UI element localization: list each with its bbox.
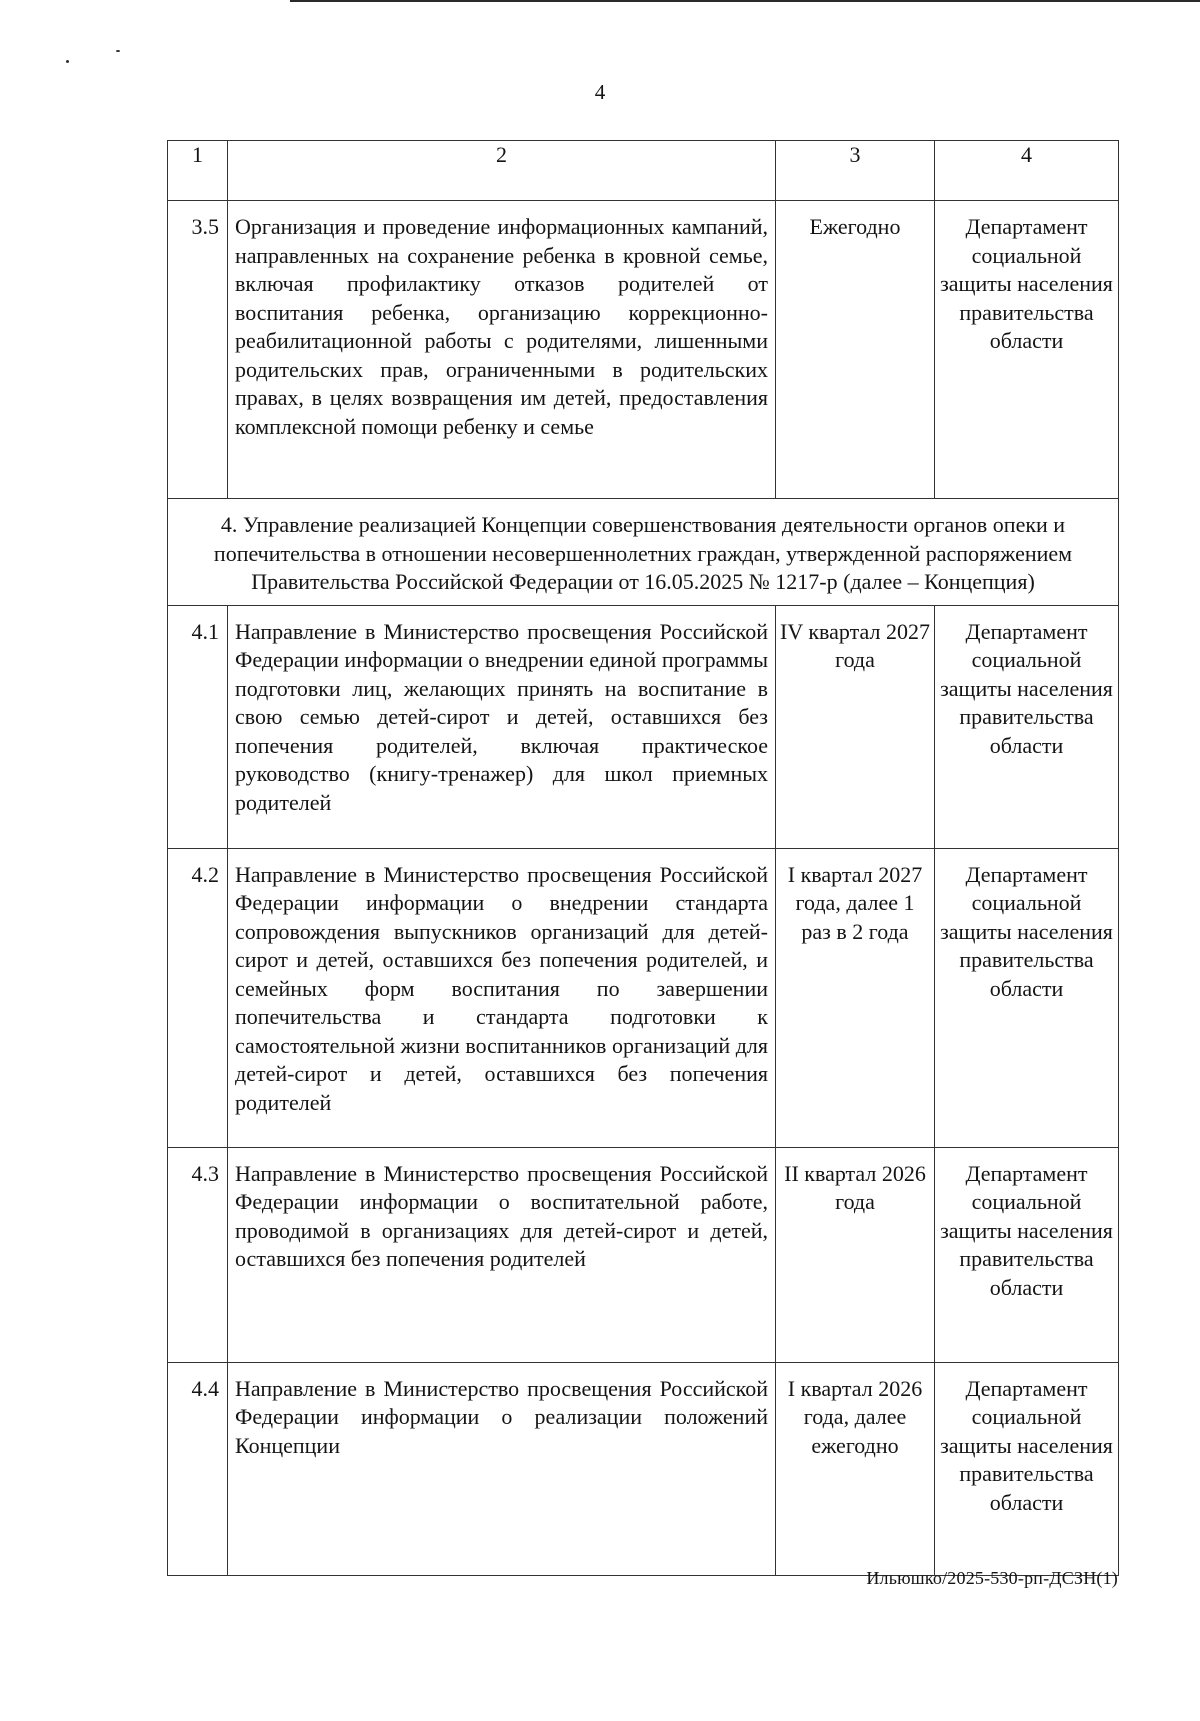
row-description: Направление в Министерство просвещения Российской Федерации информации о реализации положений Концепции bbox=[228, 1362, 776, 1575]
row-executor: Департамент социальной защиты населения правительства области bbox=[935, 848, 1119, 1147]
row-description: Направление в Министерство просвещения Российской Федерации информации о внедрении стандарта сопровождения выпускников организаций для детей-сирот и детей, оставшихся без попечения родителей, и семейных форм воспитания по завершении попечительства и стандарта подготовки к самостоятельной жизни воспитанников организаций для детей-сирот и детей, оставшихся без попечения родителей bbox=[228, 848, 776, 1147]
table-row bbox=[168, 605, 1119, 848]
column-header-number: 1 bbox=[168, 141, 228, 201]
row-number: 4.1 bbox=[168, 605, 228, 848]
section-4-title: 4. Управление реализацией Концепции совершенствования деятельности органов опеки и попечительства в отношении несовершеннолетних граждан, утвержденной распоряжением Правительства Российской Федерации от 16.05.2025 № 1217-р (далее – Концепция) bbox=[168, 499, 1119, 606]
row-executor: Департамент социальной защиты населения правительства области bbox=[935, 1362, 1119, 1575]
row-term: II квартал 2026 года bbox=[776, 1147, 935, 1362]
scan-speck bbox=[116, 50, 120, 52]
row-executor: Департамент социальной защиты населения правительства области bbox=[935, 1147, 1119, 1362]
document-reference: Ильюшко/2025-530-рп-ДСЗН(1) bbox=[866, 1568, 1118, 1588]
section-heading-row bbox=[168, 499, 1119, 606]
page-number: 4 bbox=[594, 80, 606, 104]
row-description: Организация и проведение информационных кампаний, направленных на сохранение ребенка в кровной семье, включая профилактику отказов родителей от воспитания ребенка, организацию коррекционно-реабилитационной работы с родителями, лишенными родительских прав, ограниченными в родительских правах, в целях возвращения им детей, предоставления комплексной помощи ребенку и семье bbox=[228, 201, 776, 499]
row-number: 3.5 bbox=[168, 201, 228, 499]
row-term: I квартал 2027 года, далее 1 раз в 2 года bbox=[776, 848, 935, 1147]
column-header-executor: 4 bbox=[935, 141, 1119, 201]
row-description: Направление в Министерство просвещения Российской Федерации информации о воспитательной работе, проводимой в организациях для детей-сирот и детей, оставшихся без попечения родителей bbox=[228, 1147, 776, 1362]
scan-speck bbox=[66, 60, 69, 63]
row-term: Ежегодно bbox=[776, 201, 935, 499]
row-executor: Департамент социальной защиты населения правительства области bbox=[935, 605, 1119, 848]
row-term: IV квартал 2027 года bbox=[776, 605, 935, 848]
column-header-measure: 2 bbox=[228, 141, 776, 201]
row-description: Направление в Министерство просвещения Российской Федерации информации о внедрении единой программы подготовки лиц, желающих принять на воспитание в свою семью детей-сирот и детей, оставшихся без попечения родителей, включая практическое руководство (книгу-тренажер) для школ приемных родителей bbox=[228, 605, 776, 848]
row-executor: Департамент социальной защиты населения правительства области bbox=[935, 201, 1119, 499]
table-row bbox=[168, 201, 1119, 499]
table-row bbox=[168, 1147, 1119, 1362]
row-number: 4.3 bbox=[168, 1147, 228, 1362]
table-header-row bbox=[168, 141, 1119, 201]
row-number: 4.2 bbox=[168, 848, 228, 1147]
table-row bbox=[168, 1362, 1119, 1575]
column-header-term: 3 bbox=[776, 141, 935, 201]
table-row bbox=[168, 848, 1119, 1147]
scan-top-border bbox=[290, 0, 1200, 2]
row-number: 4.4 bbox=[168, 1362, 228, 1575]
row-term: I квартал 2026 года, далее ежегодно bbox=[776, 1362, 935, 1575]
plan-table bbox=[167, 140, 1119, 1576]
